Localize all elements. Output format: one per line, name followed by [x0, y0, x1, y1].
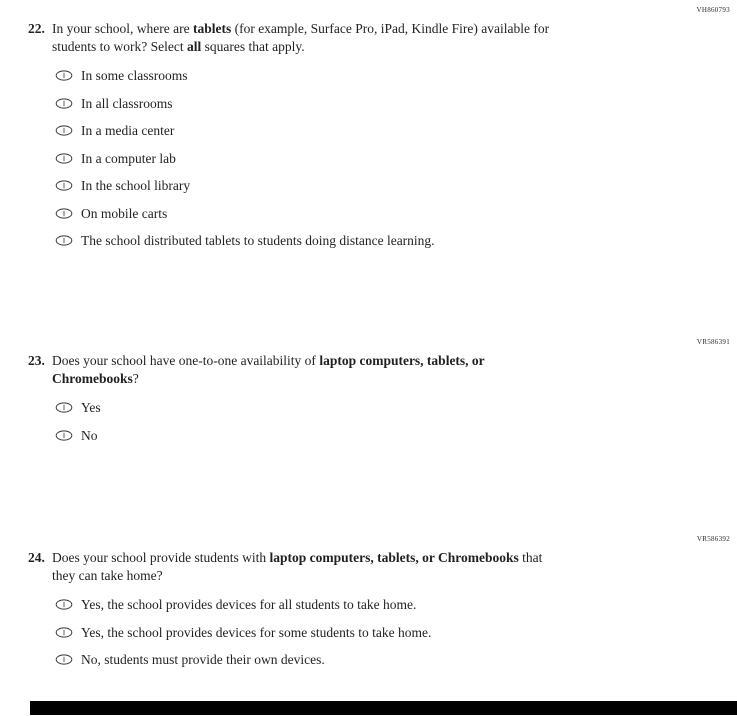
- question-22-section: [0, 6, 737, 260]
- response-oval-icon[interactable]: [55, 235, 73, 246]
- option-label: In all classrooms: [81, 95, 173, 111]
- answer-option[interactable]: [55, 122, 737, 139]
- question-24-prompt: Does your school provide students with laptop computers, tablets, or Chromebooks that they can take home?: [52, 550, 543, 583]
- answer-option[interactable]: [55, 596, 737, 613]
- option-label: In the school library: [81, 178, 191, 193]
- response-oval-icon[interactable]: [55, 125, 73, 136]
- question-24-section: [0, 535, 737, 679]
- answer-option[interactable]: [55, 95, 737, 112]
- response-oval-icon[interactable]: [55, 70, 73, 81]
- answer-option[interactable]: [55, 67, 737, 84]
- option-label: No: [81, 427, 98, 443]
- response-oval-icon[interactable]: [55, 402, 73, 413]
- response-oval-icon[interactable]: [55, 208, 73, 219]
- answer-option[interactable]: [55, 150, 737, 167]
- response-oval-icon[interactable]: [55, 599, 73, 610]
- response-oval-icon[interactable]: [55, 430, 73, 441]
- question-22-number: 22.: [28, 21, 45, 36]
- question-22-prompt: In your school, where are tablets (for example, Surface Pro, iPad, Kindle Fire) available for students to work? Select all squares that apply.: [52, 21, 550, 54]
- response-oval-icon[interactable]: [55, 180, 73, 191]
- question-23-section: [0, 338, 737, 454]
- question-23-prompt: Does your school have one-to-one availability of laptop computers, tablets, or Chromebooks?: [52, 353, 485, 386]
- option-label: Yes, the school provides devices for some students to take home.: [81, 624, 432, 640]
- response-oval-icon[interactable]: [55, 654, 73, 665]
- answer-option[interactable]: [55, 399, 737, 416]
- option-label: The school distributed tablets to students doing distance learning.: [81, 233, 435, 248]
- question-24-code: VR586392: [696, 535, 730, 543]
- option-label: Yes: [81, 400, 101, 415]
- option-label: In a computer lab: [81, 150, 176, 166]
- question-23-number: 23.: [28, 353, 45, 368]
- answer-option[interactable]: [55, 427, 737, 444]
- option-label: In some classrooms: [81, 68, 188, 83]
- response-oval-icon[interactable]: [55, 153, 73, 164]
- option-label: Yes, the school provides devices for all students to take home.: [81, 597, 417, 612]
- response-oval-icon[interactable]: [55, 627, 73, 638]
- question-23-code: VR586391: [696, 338, 730, 346]
- response-oval-icon[interactable]: [55, 98, 73, 109]
- page-footer-bar: [30, 701, 737, 715]
- question-24-number: 24.: [28, 550, 45, 565]
- option-label: No, students must provide their own devices.: [81, 652, 325, 667]
- answer-option[interactable]: [55, 232, 737, 249]
- question-24-options: [55, 596, 737, 668]
- option-label: On mobile carts: [81, 205, 168, 221]
- answer-option[interactable]: [55, 651, 737, 668]
- option-label: In a media center: [81, 123, 175, 138]
- question-23-options: [55, 399, 737, 444]
- answer-option[interactable]: [55, 177, 737, 194]
- question-22-code: VH860793: [696, 6, 730, 14]
- answer-option[interactable]: [55, 624, 737, 641]
- question-22-options: [55, 67, 737, 249]
- answer-option[interactable]: [55, 205, 737, 222]
